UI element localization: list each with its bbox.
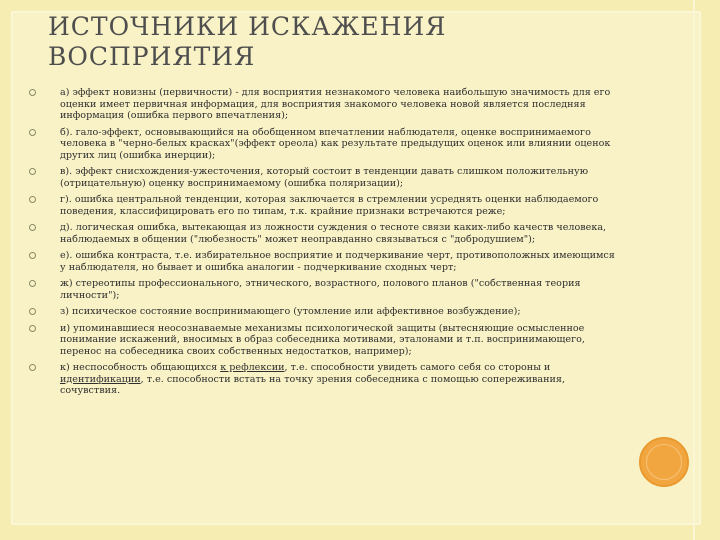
list-item <box>26 87 622 122</box>
title-line-1: ИСТОЧНИКИ ИСКАЖЕНИЯ <box>48 12 447 41</box>
bullet-icon <box>29 89 36 96</box>
bullet-icon <box>29 325 36 332</box>
list-item <box>26 250 622 273</box>
list-item-text: а) эффект новизны (первичности) - для восприятия незнакомого человека наибольшую значимость для его оценки имеет первичная информация, для восприятия знакомого человека новой является последняя информация (ошибка первого впечатления); <box>60 87 611 121</box>
list-item-text: г). ошибка центральной тенденции, которая заключается в стремлении усреднять оценки наблюдаемого поведения, классифицировать его по типам, т.к. крайние признаки встречаются реже; <box>60 194 599 217</box>
vertical-divider <box>693 0 695 540</box>
list-item-text: и) упоминавшиеся неосознаваемые механизмы психологической защиты (вытесняющие осмысленное понимание искажений, вносимых в образ собеседника мотивами, эталонами и т.п. воспринимающего, перенос на собеседника своих собственных недостатков, например); <box>60 322 585 357</box>
list-item <box>26 194 622 217</box>
list-item-text: в). эффект снисхождения-ужесточения, который состоит в тенденции давать слишком положительную (отрицательную) оценку воспринимаемому (ошибка поляризации); <box>60 166 589 189</box>
list-item-text-part-3: , т.е. способности встать на точку зрения собеседника с помощью сопереживания, сочувствия. <box>60 373 566 396</box>
list-item-text: е). ошибка контраста, т.е. избирательное восприятие и подчеркивание черт, противоположных имеющимся у наблюдателя, но бывает и ошибка аналогии - подчеркивание сходных черт; <box>60 250 615 273</box>
bullet-icon <box>29 280 36 287</box>
bullet-icon <box>29 252 36 259</box>
list-item <box>26 278 622 301</box>
reflection-term: к рефлексии <box>220 362 285 373</box>
list-item <box>26 222 622 245</box>
bullet-icon <box>29 224 36 231</box>
bullet-icon <box>29 129 36 136</box>
list-item-text-part-2: , т.е. способности увидеть самого себя со стороны и <box>284 362 551 373</box>
list-item <box>26 362 622 397</box>
list-item-text: ж) стереотипы профессионального, этнического, возрастного, полового планов ("собственная теория личности"); <box>60 278 581 301</box>
decorative-circle-ring <box>646 444 682 480</box>
list-item-text: д). логическая ошибка, вытекающая из ложности суждения о тесноте связи каких-либо качеств человека, наблюдаемых в общении ("любезность" может неоправданно связываться с "добродушием"); <box>60 222 607 245</box>
list-item-text-part-1: к) неспособность общающихся <box>60 362 221 373</box>
list-item <box>26 323 622 358</box>
bullet-icon <box>29 196 36 203</box>
identification-term: идентификации <box>60 373 141 385</box>
list-item <box>26 166 622 189</box>
list-item-text: з) психическое состояние воспринимающего (утомление или аффективное возбуждение); <box>60 306 521 317</box>
slide-title <box>48 12 648 72</box>
bullet-list <box>26 87 622 402</box>
list-item <box>26 127 622 162</box>
list-item-text: б). гало-эффект, основывающийся на обобщенном впечатлении наблюдателя, оценке воспринимаемого человека в "черно-белых красках"(эффект ореола) как результате предыдущих оценок или влиянии оценок других лиц (ошибка инерции); <box>60 126 611 161</box>
bullet-icon <box>29 308 36 315</box>
list-item <box>26 306 622 318</box>
bullet-icon <box>29 168 36 175</box>
title-line-2: ВОСПРИЯТИЯ <box>48 42 256 71</box>
bullet-icon <box>29 364 36 371</box>
